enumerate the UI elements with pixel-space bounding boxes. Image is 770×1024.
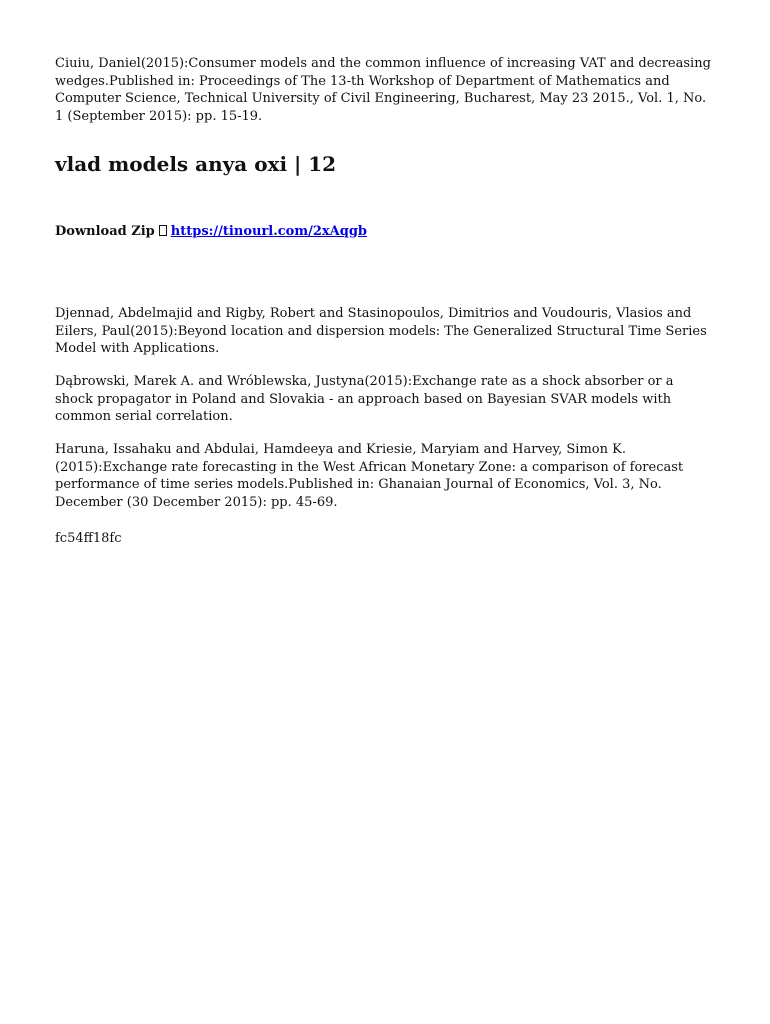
- footer-code: fc54ff18fc: [55, 530, 122, 546]
- download-line: [55, 223, 715, 241]
- document-page: [55, 55, 715, 548]
- page-title: vlad models anya oxi | 12: [55, 151, 337, 176]
- download-label: Download Zip: [55, 223, 155, 239]
- intro-citation: Ciuiu, Daniel(2015):Consumer models and the common influence of increasing VAT and decreasing wedges.Published in: Proceedings of The 13-th Workshop of Department of Mathematics and Computer Science, Technical University of Civil Engineering, Bucharest, May 23 2015., Vol. 1, No. 1 (September 2015): pp. 15-19.: [55, 56, 711, 125]
- reference-item: Haruna, Issahaku and Abdulai, Hamdeeya and Kriesie, Maryiam and Harvey, Simon K.(2015):Exchange rate forecasting in the West African Monetary Zone: a comparison of forecast performance of time series models.Published in: Ghanaian Journal of Economics, Vol. 3, No. December (30 December 2015): pp. 45-69.: [55, 442, 684, 511]
- download-link[interactable]: https://tinourl.com/2xAqgb: [170, 223, 368, 239]
- reference-item: Djennad, Abdelmajid and Rigby, Robert and Stasinopoulos, Dimitrios and Voudouris, Vlasios and Eilers, Paul(2015):Beyond location and dispersion models: The Generalized Structural Time Series Model with Applications.: [55, 305, 707, 357]
- reference-item: Dąbrowski, Marek A. and Wróblewska, Justyna(2015):Exchange rate as a shock absorber or a shock propagator in Poland and Slovakia - an approach based on Bayesian SVAR models with common serial correlation.: [55, 373, 674, 425]
- missing-glyph-icon: [159, 225, 167, 236]
- references-list: [55, 305, 715, 512]
